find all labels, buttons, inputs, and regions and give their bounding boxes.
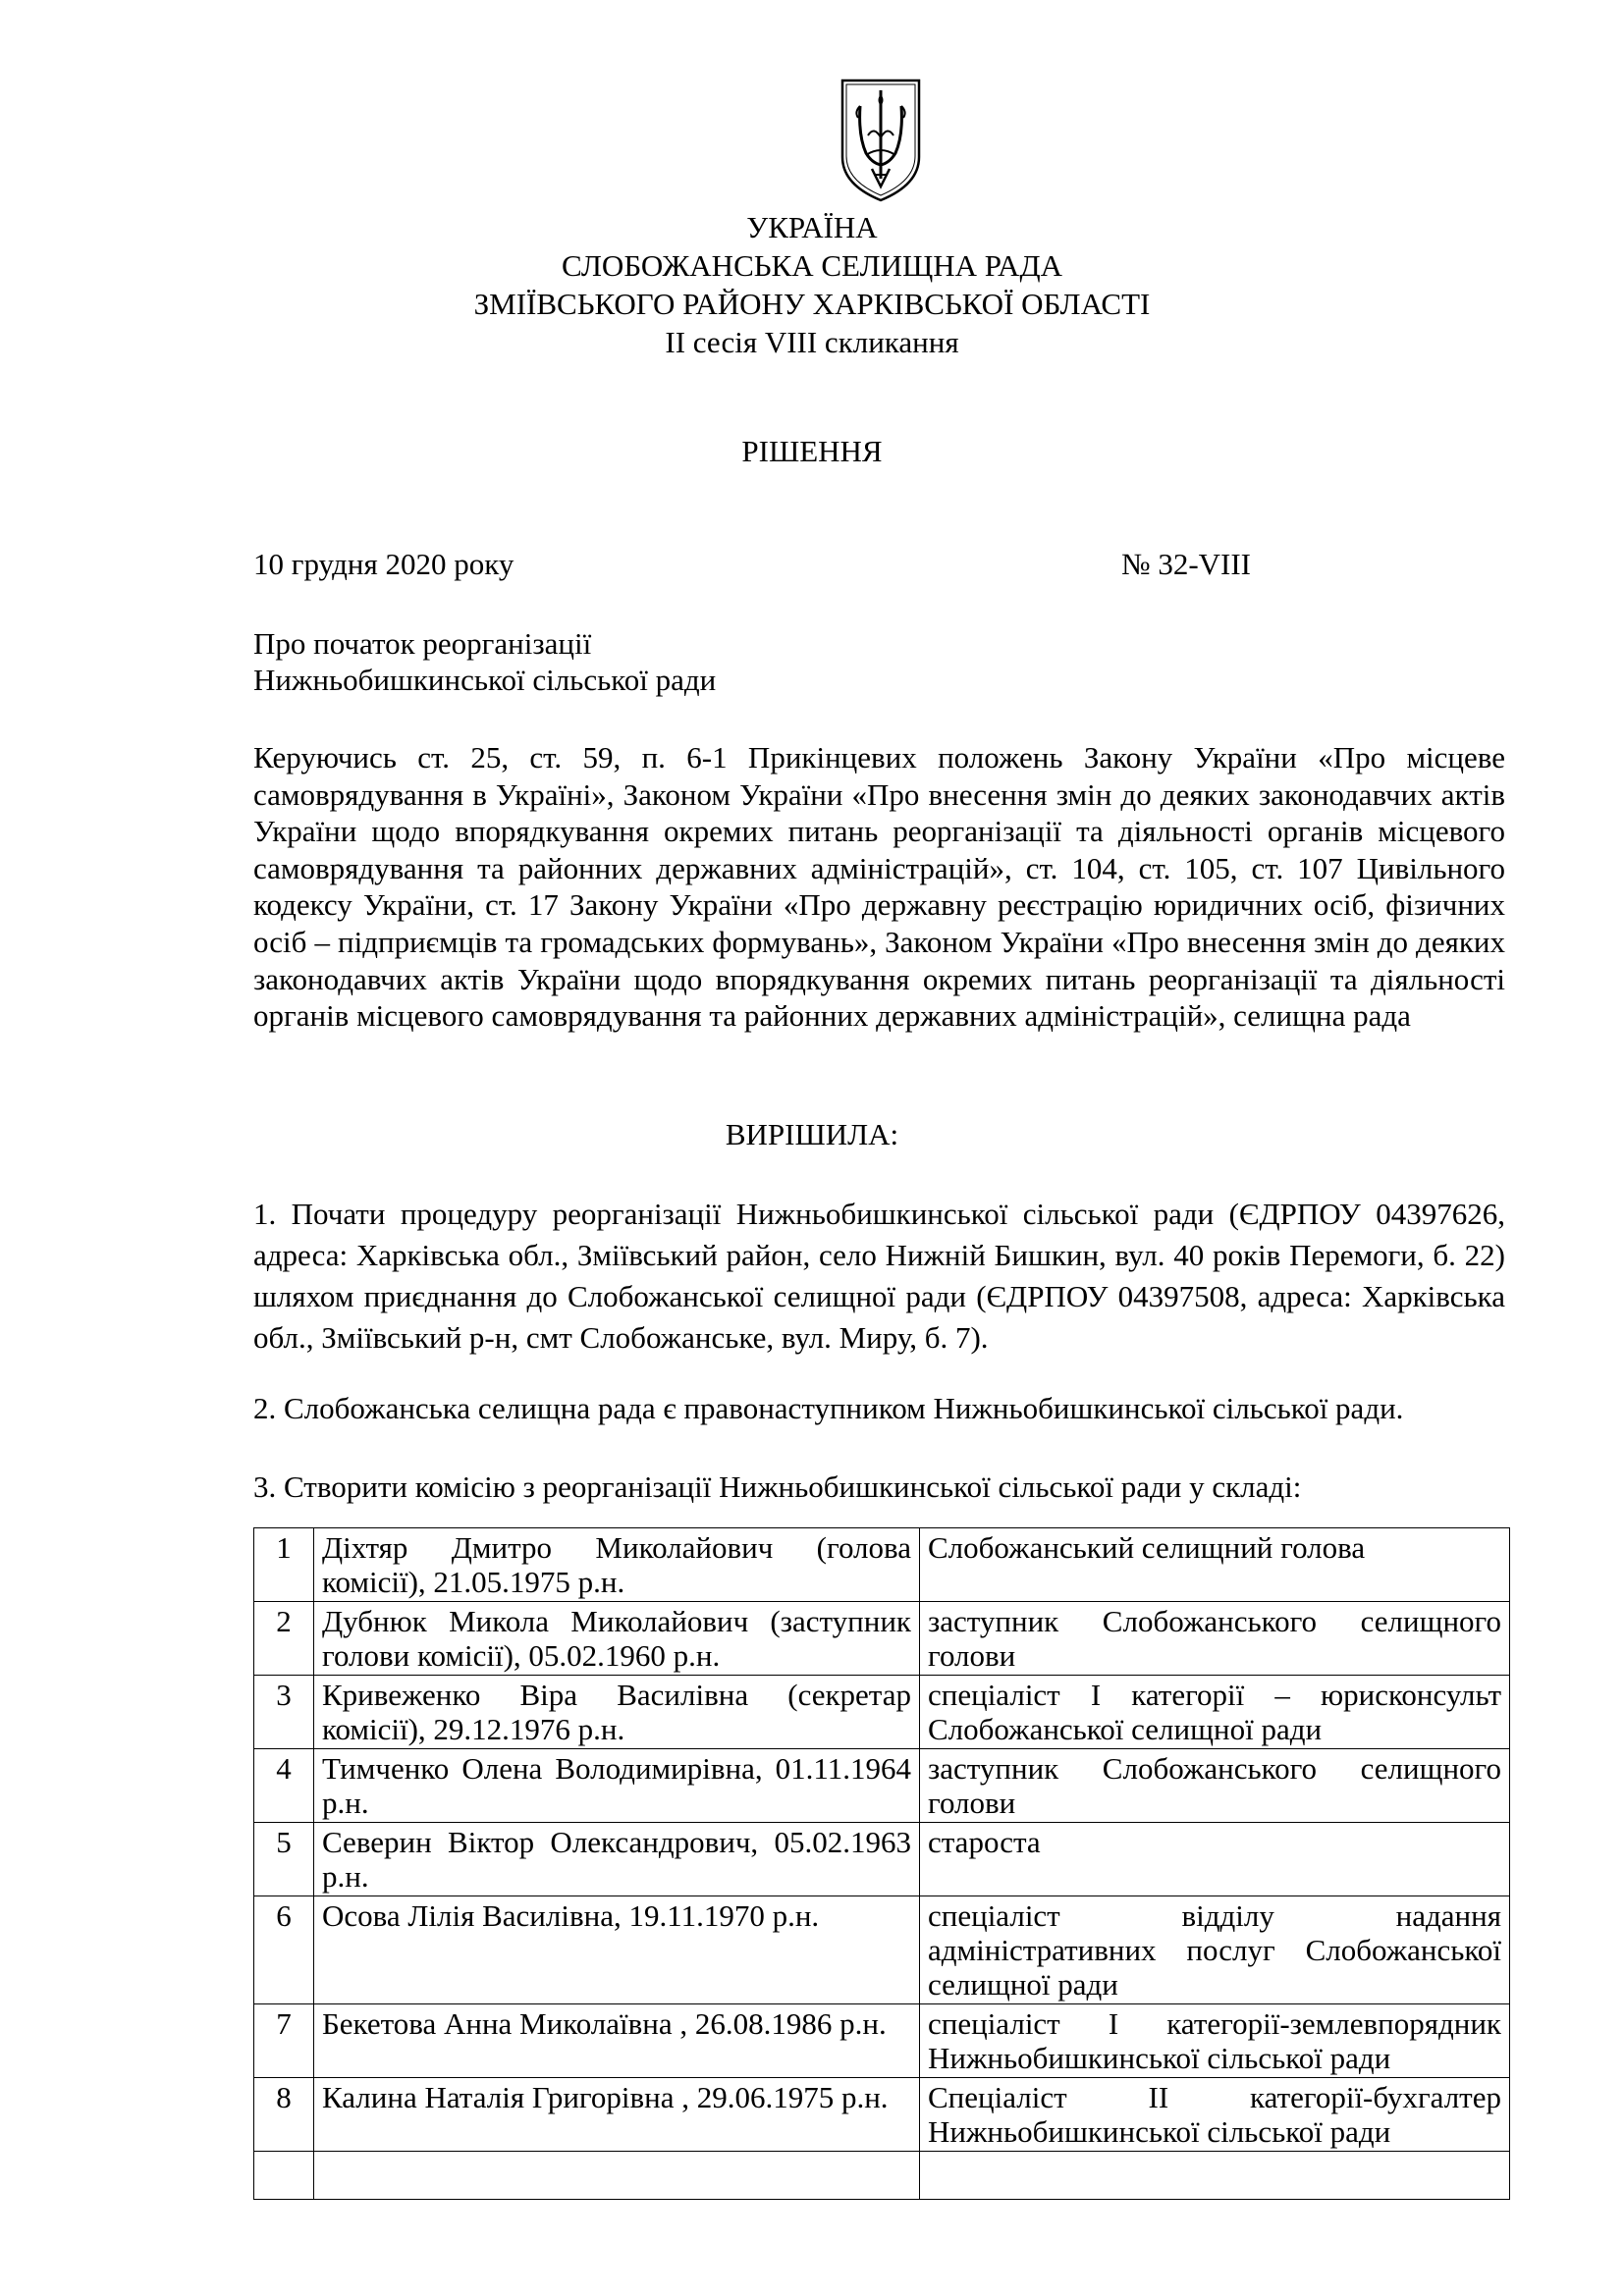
member-name: Осова Лілія Василівна, 19.11.1970 р.н. [314,1896,920,2004]
member-position: спеціаліст І категорії-землевпорядник Нижньобишкинської сільської ради [920,2004,1510,2078]
member-position: заступник Слобожанського селищного голови [920,1749,1510,1823]
member-name: Калина Наталія Григорівна , 29.06.1975 р.н. [314,2078,920,2152]
table-row-empty [254,2152,1510,2200]
table-row [254,1823,1510,1896]
table-row [254,1896,1510,2004]
member-name: Бекетова Анна Миколаївна , 26.08.1986 р.н. [314,2004,920,2078]
coat-of-arms-icon [837,77,925,204]
row-number: 8 [254,2078,314,2152]
empty-cell [314,2152,920,2200]
country-name: УКРАЇНА [746,210,878,244]
member-position: Слобожанський селищний голова [920,1528,1510,1602]
member-name: Тимченко Олена Володимирівна, 01.11.1964 р.н. [314,1749,920,1823]
decision-item-2: 2. Слобожанська селищна рада є правонаступником Нижньобишкинської сільської ради. [253,1391,1404,1425]
member-position: спеціаліст І категорії – юрисконсульт Слобожанської селищної ради [920,1676,1510,1749]
member-position: заступник Слобожанського селищного голови [920,1602,1510,1676]
commission-table [253,1527,1510,2200]
member-name: Діхтяр Дмитро Миколайович (голова комісії), 21.05.1975 р.н. [314,1528,920,1602]
member-position: Спеціаліст ІІ категорії-бухгалтер Нижньобишкинської сільської ради [920,2078,1510,2152]
table-row [254,1749,1510,1823]
member-name: Северин Віктор Олександрович, 05.02.1963 р.н. [314,1823,920,1896]
letterhead [0,208,1624,361]
document-date: 10 грудня 2020 року [253,547,514,581]
member-position: староста [920,1823,1510,1896]
document-subject [253,625,716,698]
decision-item-1: 1. Почати процедуру реорганізації Нижньобишкинської сільської ради (ЄДРПОУ 04397626, адреса: Харківська обл., Зміївський район, село Нижній Бишкин, вул. 40 років Перемоги, б. 22) шляхом приєднання до Слобожанської селищної ради (ЄДРПОУ 04397508, адреса: Харківська обл., Зміївський р-н, смт Слобожанське, вул. Миру, б. 7). [253,1197,1505,1355]
row-number: 1 [254,1528,314,1602]
member-position: спеціаліст відділу надання адміністративних послуг Слобожанської селищної ради [920,1896,1510,2004]
row-number: 2 [254,1602,314,1676]
subject-line: Нижньобишкинської сільської ради [253,663,717,697]
session-info: ІІ сесія VІІІ скликання [665,325,959,359]
row-number: 6 [254,1896,314,2004]
decision-heading: ВИРІШИЛА: [725,1117,899,1151]
table-row [254,1602,1510,1676]
member-name: Дубнюк Микола Миколайович (заступник голови комісії), 05.02.1960 р.н. [314,1602,920,1676]
subject-line: Про початок реорганізації [253,626,592,661]
row-number: 5 [254,1823,314,1896]
empty-cell [920,2152,1510,2200]
preamble-paragraph: Керуючись ст. 25, ст. 59, п. 6-1 Прикінцевих положень Закону України «Про місцеве самоврядування в Україні», Законом України «Про внесення змін до деяких законодавчих актів України щодо впорядкування окремих питань реорганізації та діяльності органів місцевого самоврядування та районних державних адміністрацій», ст. 104, ст. 105, ст. 107 Цивільного кодексу України, ст. 17 Закону України «Про державну реєстрацію юридичних осіб, фізичних осіб – підприємців та громадських формувань», Законом України «Про внесення змін до деяких законодавчих актів України щодо впорядкування окремих питань реорганізації та діяльності органів місцевого самоврядування та районних державних адміністрацій», селищна рада [253,740,1505,1034]
row-number: 4 [254,1749,314,1823]
empty-cell [254,2152,314,2200]
document-title: РІШЕННЯ [741,434,883,468]
decision-item-3: 3. Створити комісію з реорганізації Нижньобишкинської сільської ради у складі: [253,1469,1302,1504]
table-row [254,1528,1510,1602]
district-name: ЗМІЇВСЬКОГО РАЙОНУ ХАРКІВСЬКОЇ ОБЛАСТІ [473,287,1151,321]
document-number: № 32-VІІІ [1121,547,1252,581]
table-row [254,2078,1510,2152]
row-number: 7 [254,2004,314,2078]
table-row [254,1676,1510,1749]
table-row [254,2004,1510,2078]
council-name: СЛОБОЖАНСЬКА СЕЛИЩНА РАДА [562,248,1062,283]
row-number: 3 [254,1676,314,1749]
member-name: Кривеженко Віра Василівна (секретар комісії), 29.12.1976 р.н. [314,1676,920,1749]
